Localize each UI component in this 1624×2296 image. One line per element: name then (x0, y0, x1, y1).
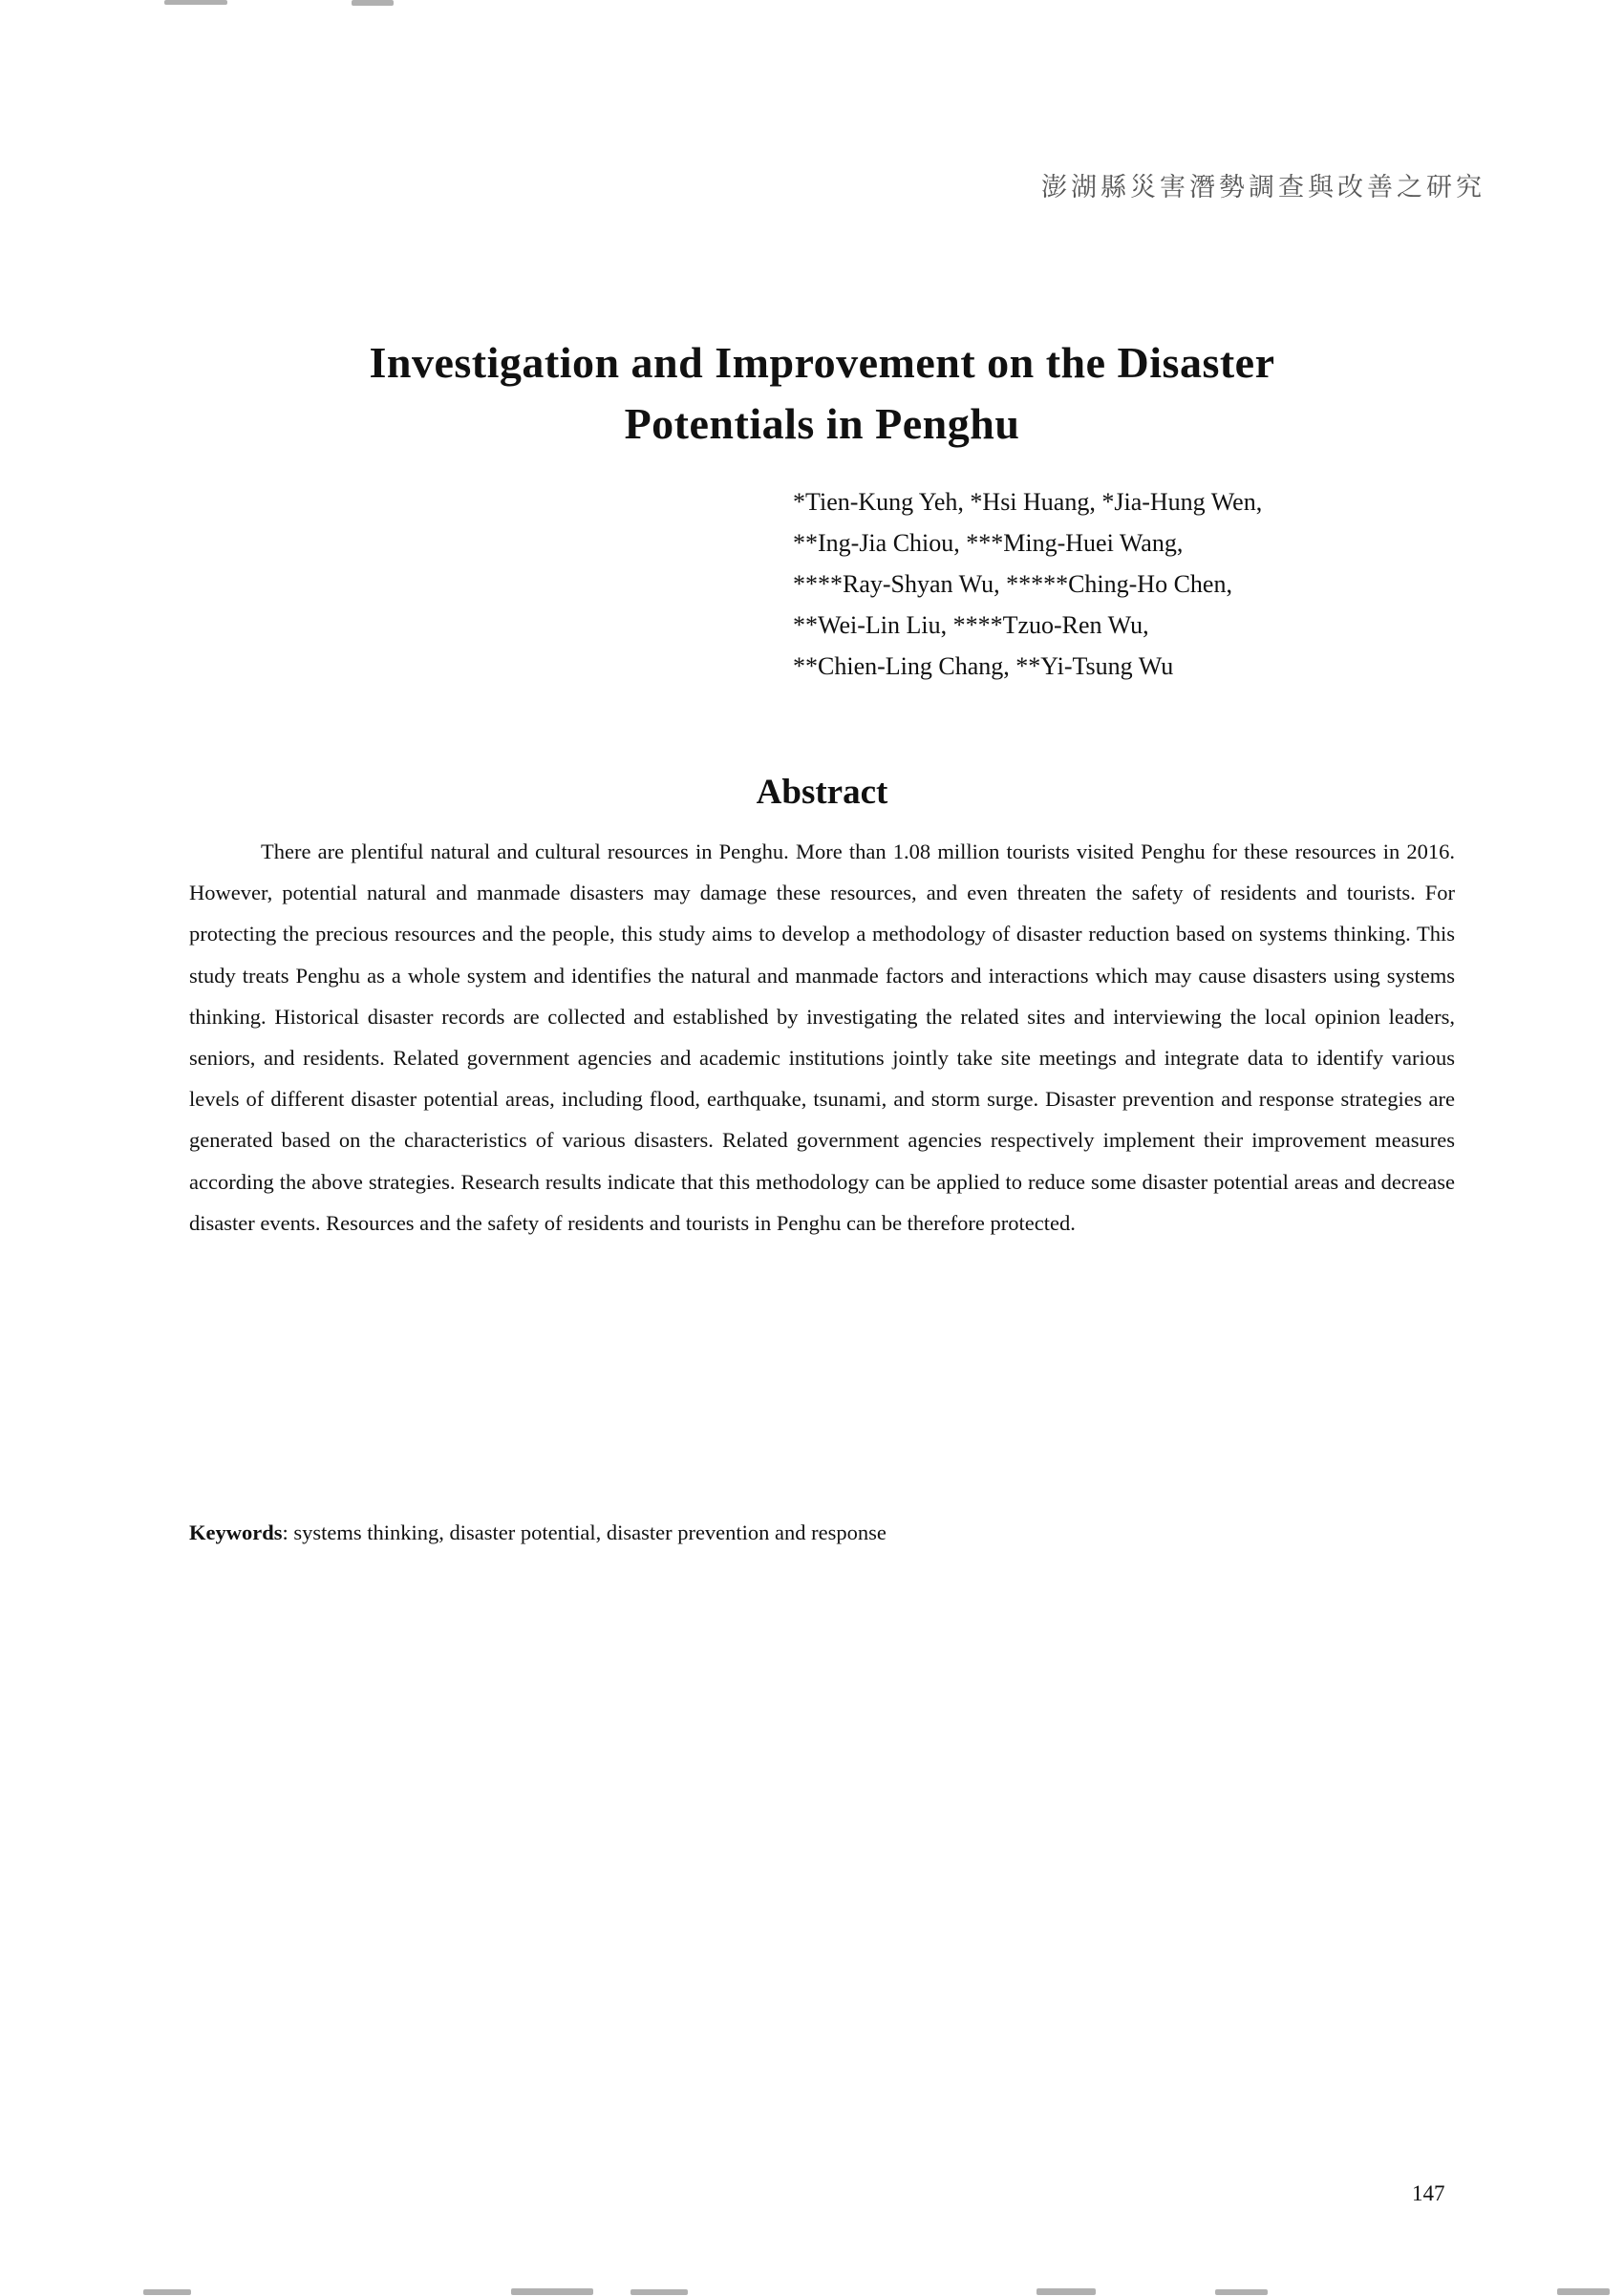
author-line-4: **Wei-Lin Liu, ****Tzuo-Ren Wu, (793, 611, 1149, 639)
paper-title (189, 332, 1455, 455)
scan-artifact-top-2 (352, 0, 394, 6)
author-line-1: *Tien-Kung Yeh, *Hsi Huang, *Jia-Hung Wen, (793, 488, 1263, 516)
scan-artifact-bottom-2 (511, 2288, 593, 2295)
paper-title-line-1: Investigation and Improvement on the Disaster (369, 338, 1275, 387)
keywords-text: : systems thinking, disaster potential, disaster prevention and response (282, 1520, 887, 1544)
abstract-heading: Abstract (756, 773, 888, 812)
authors-block (793, 481, 1262, 687)
abstract-paragraph: There are plentiful natural and cultural resources in Penghu. More than 1.08 million tourists visited Penghu for these resources in 2016. However, potential natural and manmade disasters may damage these resources, and even threaten the safety of residents and tourists. For protecting the precious resources and the people, this study aims to develop a methodology of disaster reduction based on systems thinking. This study treats Penghu as a whole system and identifies the natural and manmade factors and interactions which may cause disasters using systems thinking. Historical disaster records are collected and established by investigating the related sites and interviewing the local opinion leaders, seniors, and residents. Related government agencies and academic institutions jointly take site meetings and integrate data to identify various levels of different disaster potential areas, including flood, earthquake, tsunami, and storm surge. Disaster prevention and response strategies are generated based on the characteristics of various disasters. Related government agencies respectively implement their improvement measures according the above strategies. Research results indicate that this methodology can be applied to reduce some disaster potential areas and decrease disaster events. Resources and the safety of residents and tourists in Penghu can be therefore protected. (189, 840, 1455, 1235)
keywords-line (189, 1520, 887, 1545)
scan-artifact-bottom-1 (143, 2289, 191, 2295)
scan-artifact-top-1 (164, 0, 227, 5)
author-line-5: **Chien-Ling Chang, **Yi-Tsung Wu (793, 652, 1174, 680)
scan-artifact-bottom-6 (1557, 2288, 1610, 2295)
running-header-chinese: 澎湖縣災害潛勢調查與改善之研究 (1041, 173, 1485, 202)
scan-artifact-bottom-4 (1036, 2288, 1096, 2295)
keywords-label: Keywords (189, 1520, 283, 1544)
scan-artifact-bottom-3 (630, 2289, 688, 2295)
paper-title-line-2: Potentials in Penghu (624, 399, 1020, 448)
scan-artifact-bottom-5 (1215, 2289, 1268, 2295)
page-number: 147 (1412, 2181, 1445, 2205)
author-line-2: **Ing-Jia Chiou, ***Ming-Huei Wang, (793, 529, 1184, 557)
author-line-3: ****Ray-Shyan Wu, *****Ching-Ho Chen, (793, 570, 1232, 598)
